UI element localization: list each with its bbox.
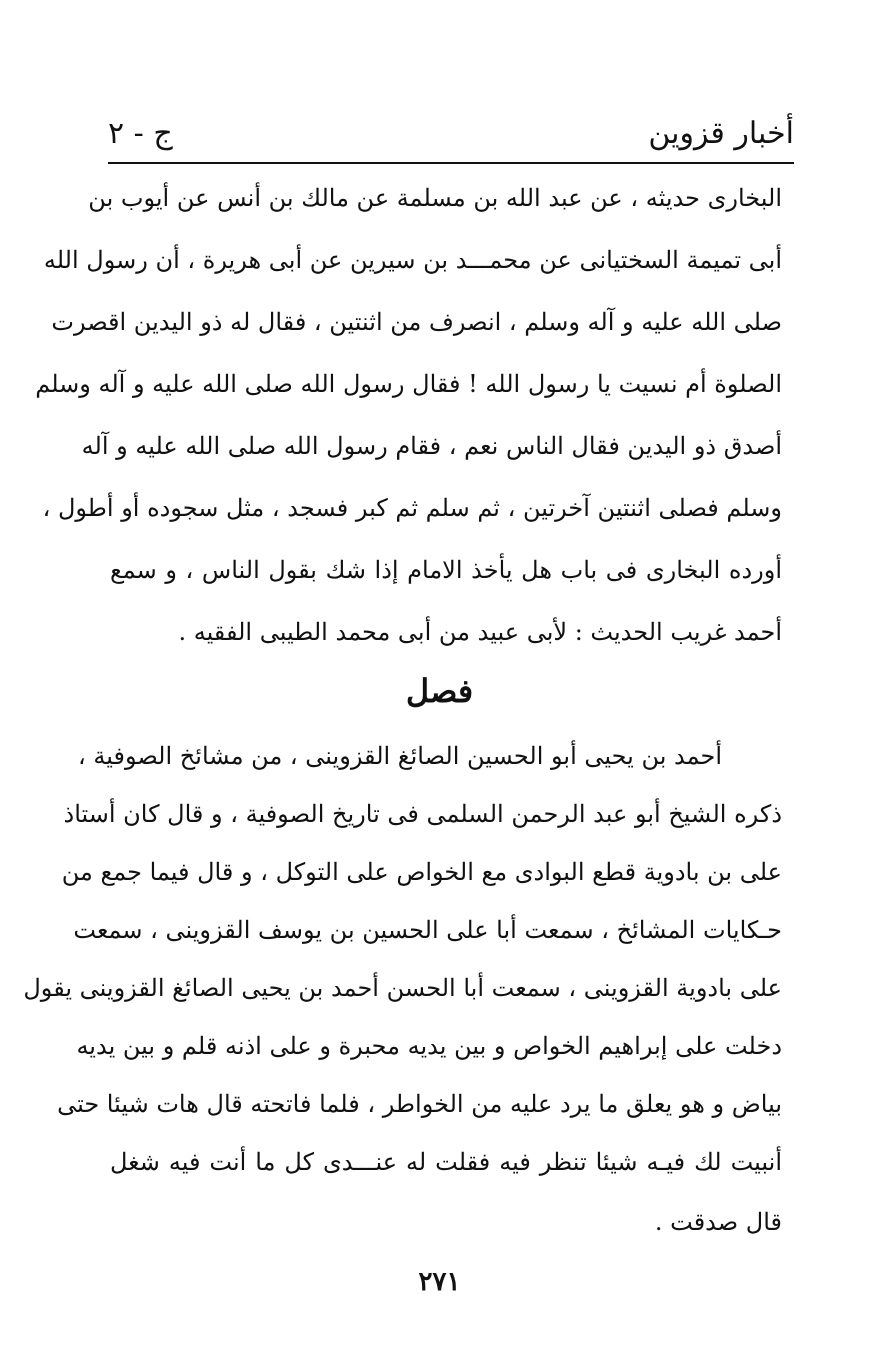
text-line: أحمد غريب الحديث : لأبى عبيد من أبى محمد الطيبى الفقيه .	[178, 618, 782, 646]
text-line: دخلت على إبراهيم الخواص و بين يديه محبرة و على اذنه قلم و بين يديه	[76, 1032, 782, 1060]
text-line: أصدق ذو اليدين فقال الناس نعم ، فقام رسول الله صلى الله عليه و آله	[81, 432, 782, 460]
text-line: بياض و هو يعلق ما يرد عليه من الخواطر ، فلما فاتحته قال هات شيئا حتى	[57, 1090, 782, 1118]
text-line: الصلوة أم نسيت يا رسول الله ! فقال رسول الله صلى الله عليه و آله وسلم	[35, 370, 782, 398]
page-number: ٢٧١	[418, 1267, 461, 1297]
header-rule	[108, 162, 794, 164]
text-line: حـكايات المشائخ ، سمعت أبا على الحسين بن يوسف القزوينى ، سمعت	[73, 916, 782, 944]
text-line: البخارى حديثه ، عن عبد الله بن مسلمة عن مالك بن أنس عن أيوب بن	[88, 184, 782, 212]
running-head	[108, 112, 794, 156]
text-line: أنبيت لك فيـه شيئا تنظر فيه فقلت له عنـــدى كل ما أنت فيه شغل	[110, 1148, 782, 1176]
text-line: أورده البخارى فى باب هل يأخذ الامام إذا شك بقول الناس ، و سمع	[110, 556, 782, 584]
text-line: على بادوية القزوينى ، سمعت أبا الحسن أحمد بن يحيى الصائغ القزوينى يقول	[23, 974, 782, 1002]
text-line: ذكره الشيخ أبو عبد الرحمن السلمى فى تاريخ الصوفية ، و قال كان أستاذ	[63, 800, 782, 828]
running-title: أخبار قزوين	[648, 116, 794, 151]
volume-label: ج - ٢	[108, 116, 173, 151]
text-line: أحمد بن يحيى أبو الحسين الصائغ القزوينى ، من مشائخ الصوفية ،	[78, 742, 722, 770]
section-heading: فصل	[405, 672, 474, 710]
text-line: على بن بادوية قطع البوادى مع الخواص على التوكل ، و قال فيما جمع من	[61, 858, 782, 886]
text-line: أبى تميمة السختيانى عن محمـــد بن سيرين عن أبى هريرة ، أن رسول الله	[43, 246, 782, 274]
text-line: قال صدقت .	[654, 1208, 782, 1236]
text-line: وسلم فصلى اثنتين آخرتين ، ثم سلم ثم كبر فسجد ، مثل سجوده أو أطول ،	[42, 494, 782, 522]
text-line: صلى الله عليه و آله وسلم ، انصرف من اثنتين ، فقال له ذو اليدين اقصرت	[51, 308, 782, 336]
